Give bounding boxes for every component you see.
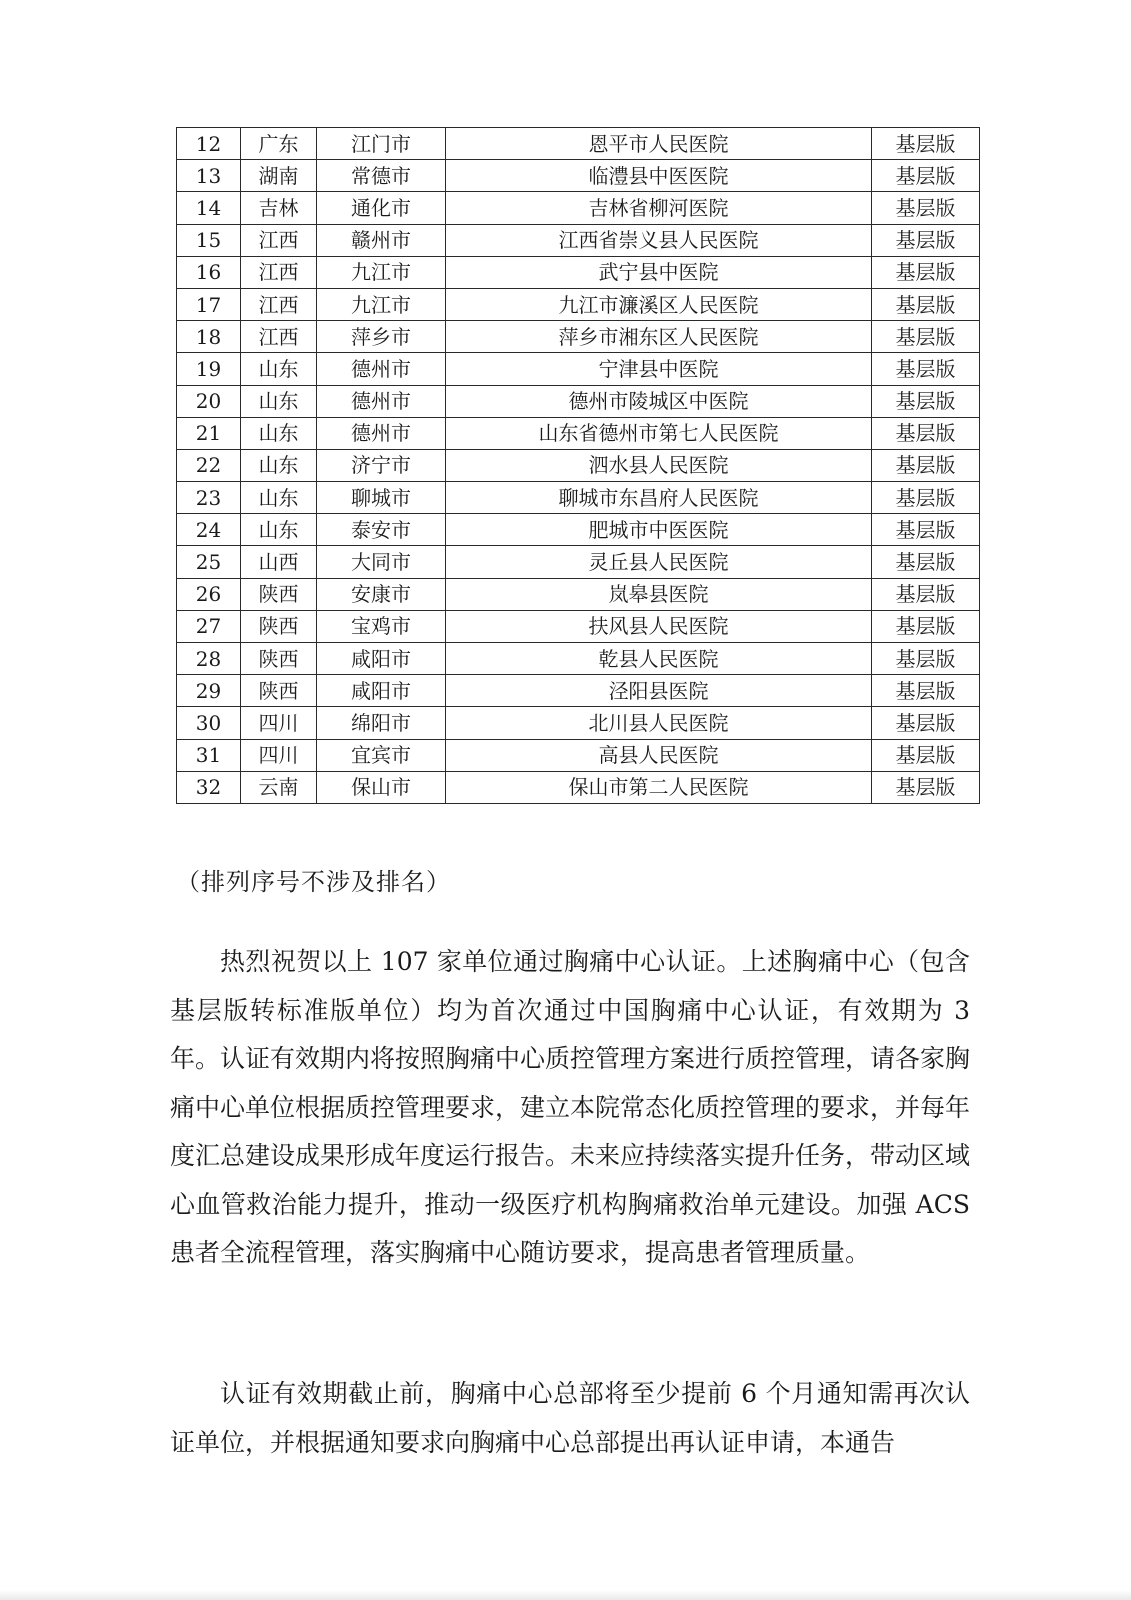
- province-cell: 山东: [241, 482, 317, 514]
- city-cell: 宝鸡市: [317, 610, 446, 642]
- table-row: [177, 546, 980, 578]
- city-cell: 通化市: [317, 192, 446, 224]
- hospital-name-cell: 吉林省柳河医院: [446, 192, 872, 224]
- row-number: 28: [177, 643, 241, 675]
- table-row: [177, 128, 980, 160]
- row-number: 15: [177, 224, 241, 256]
- version-cell: 基层版: [872, 675, 980, 707]
- row-number: 30: [177, 707, 241, 739]
- version-cell: 基层版: [872, 353, 980, 385]
- hospital-name-cell: 扶风县人民医院: [446, 610, 872, 642]
- table-row: [177, 288, 980, 320]
- city-cell: 萍乡市: [317, 321, 446, 353]
- table-row: [177, 610, 980, 642]
- table-row: [177, 578, 980, 610]
- version-cell: 基层版: [872, 707, 980, 739]
- province-cell: 江西: [241, 256, 317, 288]
- hospital-name-cell: 德州市陵城区中医院: [446, 385, 872, 417]
- province-cell: 湖南: [241, 160, 317, 192]
- province-cell: 山东: [241, 353, 317, 385]
- city-cell: 保山市: [317, 771, 446, 803]
- hospital-name-cell: 聊城市东昌府人民医院: [446, 482, 872, 514]
- table-body: [177, 128, 980, 804]
- row-number: 24: [177, 514, 241, 546]
- province-cell: 四川: [241, 707, 317, 739]
- province-cell: 江西: [241, 224, 317, 256]
- row-number: 29: [177, 675, 241, 707]
- province-cell: 广东: [241, 128, 317, 160]
- city-cell: 赣州市: [317, 224, 446, 256]
- table-row: [177, 514, 980, 546]
- certified-hospital-table: [176, 127, 980, 804]
- recertification-paragraph: 认证有效期截止前，胸痛中心总部将至少提前 6 个月通知需再次认证单位，并根据通知要求向胸痛中心总部提出再认证申请，本通告: [170, 1379, 970, 1457]
- table-row: [177, 353, 980, 385]
- city-cell: 聊城市: [317, 482, 446, 514]
- row-number: 26: [177, 578, 241, 610]
- city-cell: 德州市: [317, 385, 446, 417]
- row-number: 19: [177, 353, 241, 385]
- row-number: 21: [177, 417, 241, 449]
- city-cell: 泰安市: [317, 514, 446, 546]
- row-number: 22: [177, 449, 241, 481]
- hospital-name-cell: 山东省德州市第七人民医院: [446, 417, 872, 449]
- hospital-name-cell: 江西省崇义县人民医院: [446, 224, 872, 256]
- version-cell: 基层版: [872, 514, 980, 546]
- province-cell: 陕西: [241, 675, 317, 707]
- hospital-name-cell: 宁津县中医院: [446, 353, 872, 385]
- version-cell: 基层版: [872, 128, 980, 160]
- row-number: 27: [177, 610, 241, 642]
- hospital-name-cell: 灵丘县人民医院: [446, 546, 872, 578]
- version-cell: 基层版: [872, 546, 980, 578]
- table-row: [177, 643, 980, 675]
- table-row: [177, 192, 980, 224]
- table-row: [177, 739, 980, 771]
- table-row: [177, 675, 980, 707]
- city-cell: 德州市: [317, 417, 446, 449]
- province-cell: 云南: [241, 771, 317, 803]
- hospital-name-cell: 乾县人民医院: [446, 643, 872, 675]
- version-cell: 基层版: [872, 288, 980, 320]
- row-number: 18: [177, 321, 241, 353]
- version-cell: 基层版: [872, 321, 980, 353]
- table-row: [177, 482, 980, 514]
- row-number: 17: [177, 288, 241, 320]
- hospital-name-cell: 高县人民医院: [446, 739, 872, 771]
- city-cell: 江门市: [317, 128, 446, 160]
- province-cell: 山东: [241, 417, 317, 449]
- table-row: [177, 417, 980, 449]
- hospital-name-cell: 北川县人民医院: [446, 707, 872, 739]
- row-number: 16: [177, 256, 241, 288]
- province-cell: 陕西: [241, 578, 317, 610]
- hospital-name-cell: 肥城市中医医院: [446, 514, 872, 546]
- version-cell: 基层版: [872, 739, 980, 771]
- city-cell: 咸阳市: [317, 675, 446, 707]
- table-row: [177, 321, 980, 353]
- version-cell: 基层版: [872, 417, 980, 449]
- row-number: 23: [177, 482, 241, 514]
- row-number: 32: [177, 771, 241, 803]
- row-number: 13: [177, 160, 241, 192]
- hospital-name-cell: 恩平市人民医院: [446, 128, 872, 160]
- province-cell: 山东: [241, 385, 317, 417]
- city-cell: 九江市: [317, 288, 446, 320]
- version-cell: 基层版: [872, 771, 980, 803]
- scan-edge: [0, 1590, 1131, 1600]
- city-cell: 绵阳市: [317, 707, 446, 739]
- city-cell: 德州市: [317, 353, 446, 385]
- city-cell: 大同市: [317, 546, 446, 578]
- version-cell: 基层版: [872, 643, 980, 675]
- hospital-name-cell: 临澧县中医医院: [446, 160, 872, 192]
- ordering-note: （排列序号不涉及排名）: [176, 868, 451, 896]
- table-row: [177, 385, 980, 417]
- version-cell: 基层版: [872, 224, 980, 256]
- table-row: [177, 449, 980, 481]
- province-cell: 江西: [241, 321, 317, 353]
- hospital-name-cell: 武宁县中医院: [446, 256, 872, 288]
- table-row: [177, 160, 980, 192]
- city-cell: 九江市: [317, 256, 446, 288]
- province-cell: 山东: [241, 514, 317, 546]
- row-number: 25: [177, 546, 241, 578]
- city-cell: 咸阳市: [317, 643, 446, 675]
- row-number: 31: [177, 739, 241, 771]
- row-number: 12: [177, 128, 241, 160]
- table-row: [177, 707, 980, 739]
- table-row: [177, 224, 980, 256]
- city-cell: 安康市: [317, 578, 446, 610]
- version-cell: 基层版: [872, 160, 980, 192]
- city-cell: 济宁市: [317, 449, 446, 481]
- province-cell: 江西: [241, 288, 317, 320]
- version-cell: 基层版: [872, 385, 980, 417]
- version-cell: 基层版: [872, 449, 980, 481]
- version-cell: 基层版: [872, 578, 980, 610]
- city-cell: 常德市: [317, 160, 446, 192]
- table-row: [177, 771, 980, 803]
- version-cell: 基层版: [872, 482, 980, 514]
- hospital-name-cell: 泾阳县医院: [446, 675, 872, 707]
- row-number: 20: [177, 385, 241, 417]
- hospital-name-cell: 泗水县人民医院: [446, 449, 872, 481]
- hospital-name-cell: 萍乡市湘东区人民医院: [446, 321, 872, 353]
- version-cell: 基层版: [872, 256, 980, 288]
- province-cell: 山西: [241, 546, 317, 578]
- hospital-name-cell: 岚皋县医院: [446, 578, 872, 610]
- province-cell: 陕西: [241, 643, 317, 675]
- hospital-name-cell: 保山市第二人民医院: [446, 771, 872, 803]
- city-cell: 宜宾市: [317, 739, 446, 771]
- row-number: 14: [177, 192, 241, 224]
- table-row: [177, 256, 980, 288]
- province-cell: 陕西: [241, 610, 317, 642]
- congratulation-paragraph: 热烈祝贺以上 107 家单位通过胸痛中心认证。上述胸痛中心（包含基层版转标准版单位）均为首次通过中国胸痛中心认证，有效期为 3 年。认证有效期内将按照胸痛中心质控管理方案进行质控管理，请各家胸痛中心单位根据质控管理要求，建立本院常态化质控管理的要求，并每年度汇总建设成果形成年度运行报告。未来应持续落实提升任务，带动区域心血管救治能力提升，推动一级医疗机构胸痛救治单元建设。加强 ACS 患者全流程管理，落实胸痛中心随访要求，提高患者管理质量。: [170, 947, 971, 1267]
- province-cell: 山东: [241, 449, 317, 481]
- version-cell: 基层版: [872, 192, 980, 224]
- hospital-name-cell: 九江市濂溪区人民医院: [446, 288, 872, 320]
- province-cell: 吉林: [241, 192, 317, 224]
- version-cell: 基层版: [872, 610, 980, 642]
- province-cell: 四川: [241, 739, 317, 771]
